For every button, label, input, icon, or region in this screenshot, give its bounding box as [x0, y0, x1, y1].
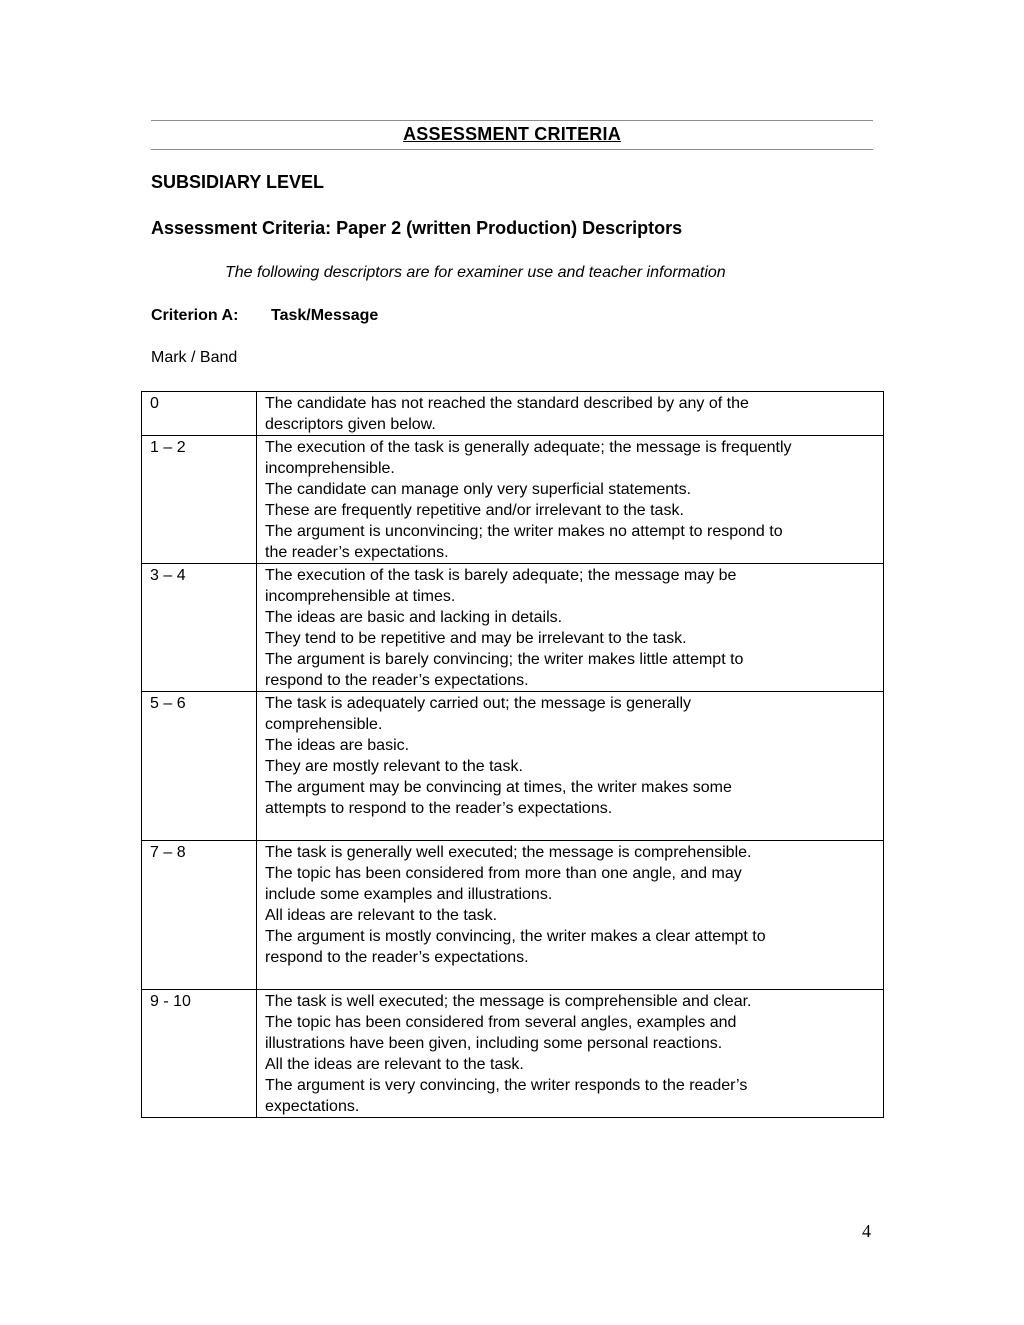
page-number: 4 — [862, 1221, 871, 1241]
band-cell: 1 – 2 — [142, 436, 257, 564]
descriptor-line: incomprehensible. — [265, 460, 395, 477]
table-row — [142, 564, 884, 692]
descriptor-line: They are mostly relevant to the task. — [265, 758, 523, 775]
page-title: ASSESSMENT CRITERIA — [403, 124, 621, 144]
descriptor-line: attempts to respond to the reader’s expectations. — [265, 800, 613, 817]
descriptor-cell — [257, 564, 884, 692]
descriptor-line: The candidate has not reached the standard described by any of the — [265, 395, 749, 412]
band-cell: 3 – 4 — [142, 564, 257, 692]
band-cell: 9 - 10 — [142, 990, 257, 1118]
descriptor-line: incomprehensible at times. — [265, 588, 456, 605]
descriptor-line: All ideas are relevant to the task. — [265, 907, 498, 924]
descriptor-line: respond to the reader’s expectations. — [265, 672, 529, 689]
table-row — [142, 392, 884, 436]
descriptor-line: the reader’s expectations. — [265, 544, 449, 561]
descriptor-line: The ideas are basic and lacking in details. — [265, 609, 563, 626]
descriptor-line: The argument is barely convincing; the writer makes little attempt to — [265, 651, 744, 668]
descriptor-table — [141, 391, 884, 1118]
descriptor-line: The argument may be convincing at times, the writer makes some — [265, 779, 732, 796]
descriptor-line: The ideas are basic. — [265, 737, 410, 754]
table-row — [142, 436, 884, 564]
table-row — [142, 692, 884, 841]
descriptor-cell — [257, 436, 884, 564]
descriptor-line: The candidate can manage only very superficial statements. — [265, 481, 692, 498]
descriptor-line: The task is adequately carried out; the message is generally — [265, 695, 692, 712]
descriptor-cell — [257, 392, 884, 436]
descriptor-line: The execution of the task is generally adequate; the message is frequently — [265, 439, 792, 456]
descriptor-line: The execution of the task is barely adequate; the message may be — [265, 567, 737, 584]
descriptor-line: The argument is very convincing, the writer responds to the reader’s — [265, 1077, 748, 1094]
band-cell: 5 – 6 — [142, 692, 257, 841]
descriptor-line: The task is generally well executed; the message is comprehensible. — [265, 844, 752, 861]
table-row — [142, 841, 884, 990]
descriptor-line: comprehensible. — [265, 716, 383, 733]
criterion-heading — [151, 307, 378, 325]
descriptor-line: All the ideas are relevant to the task. — [265, 1056, 524, 1073]
section-subtitle: Assessment Criteria: Paper 2 (written Production) Descriptors — [151, 218, 683, 238]
mark-band-label: Mark / Band — [151, 349, 238, 366]
descriptor-line: descriptors given below. — [265, 416, 436, 433]
header-band — [151, 120, 873, 150]
descriptor-line: expectations. — [265, 1098, 360, 1115]
descriptor-line: The topic has been considered from more than one angle, and may — [265, 865, 742, 882]
descriptor-line: include some examples and illustrations. — [265, 886, 553, 903]
descriptor-cell — [257, 990, 884, 1118]
band-cell: 0 — [142, 392, 257, 436]
descriptor-line: The argument is mostly convincing, the writer makes a clear attempt to — [265, 928, 766, 945]
table-row — [142, 990, 884, 1118]
criterion-name: Task/Message — [271, 307, 379, 324]
descriptor-line: respond to the reader’s expectations. — [265, 949, 529, 966]
band-cell: 7 – 8 — [142, 841, 257, 990]
criterion-label: Criterion A: — [151, 307, 239, 324]
level-heading: SUBSIDIARY LEVEL — [151, 172, 325, 192]
descriptor-line: illustrations have been given, including some personal reactions. — [265, 1035, 723, 1052]
descriptor-cell — [257, 692, 884, 841]
descriptor-line: The task is well executed; the message is comprehensible and clear. — [265, 993, 752, 1010]
descriptor-line: The argument is unconvincing; the writer makes no attempt to respond to — [265, 523, 783, 540]
usage-note: The following descriptors are for examiner use and teacher information — [225, 264, 726, 281]
descriptor-line: These are frequently repetitive and/or irrelevant to the task. — [265, 502, 684, 519]
descriptor-line: The topic has been considered from several angles, examples and — [265, 1014, 737, 1031]
descriptor-line: They tend to be repetitive and may be irrelevant to the task. — [265, 630, 687, 647]
descriptor-cell — [257, 841, 884, 990]
